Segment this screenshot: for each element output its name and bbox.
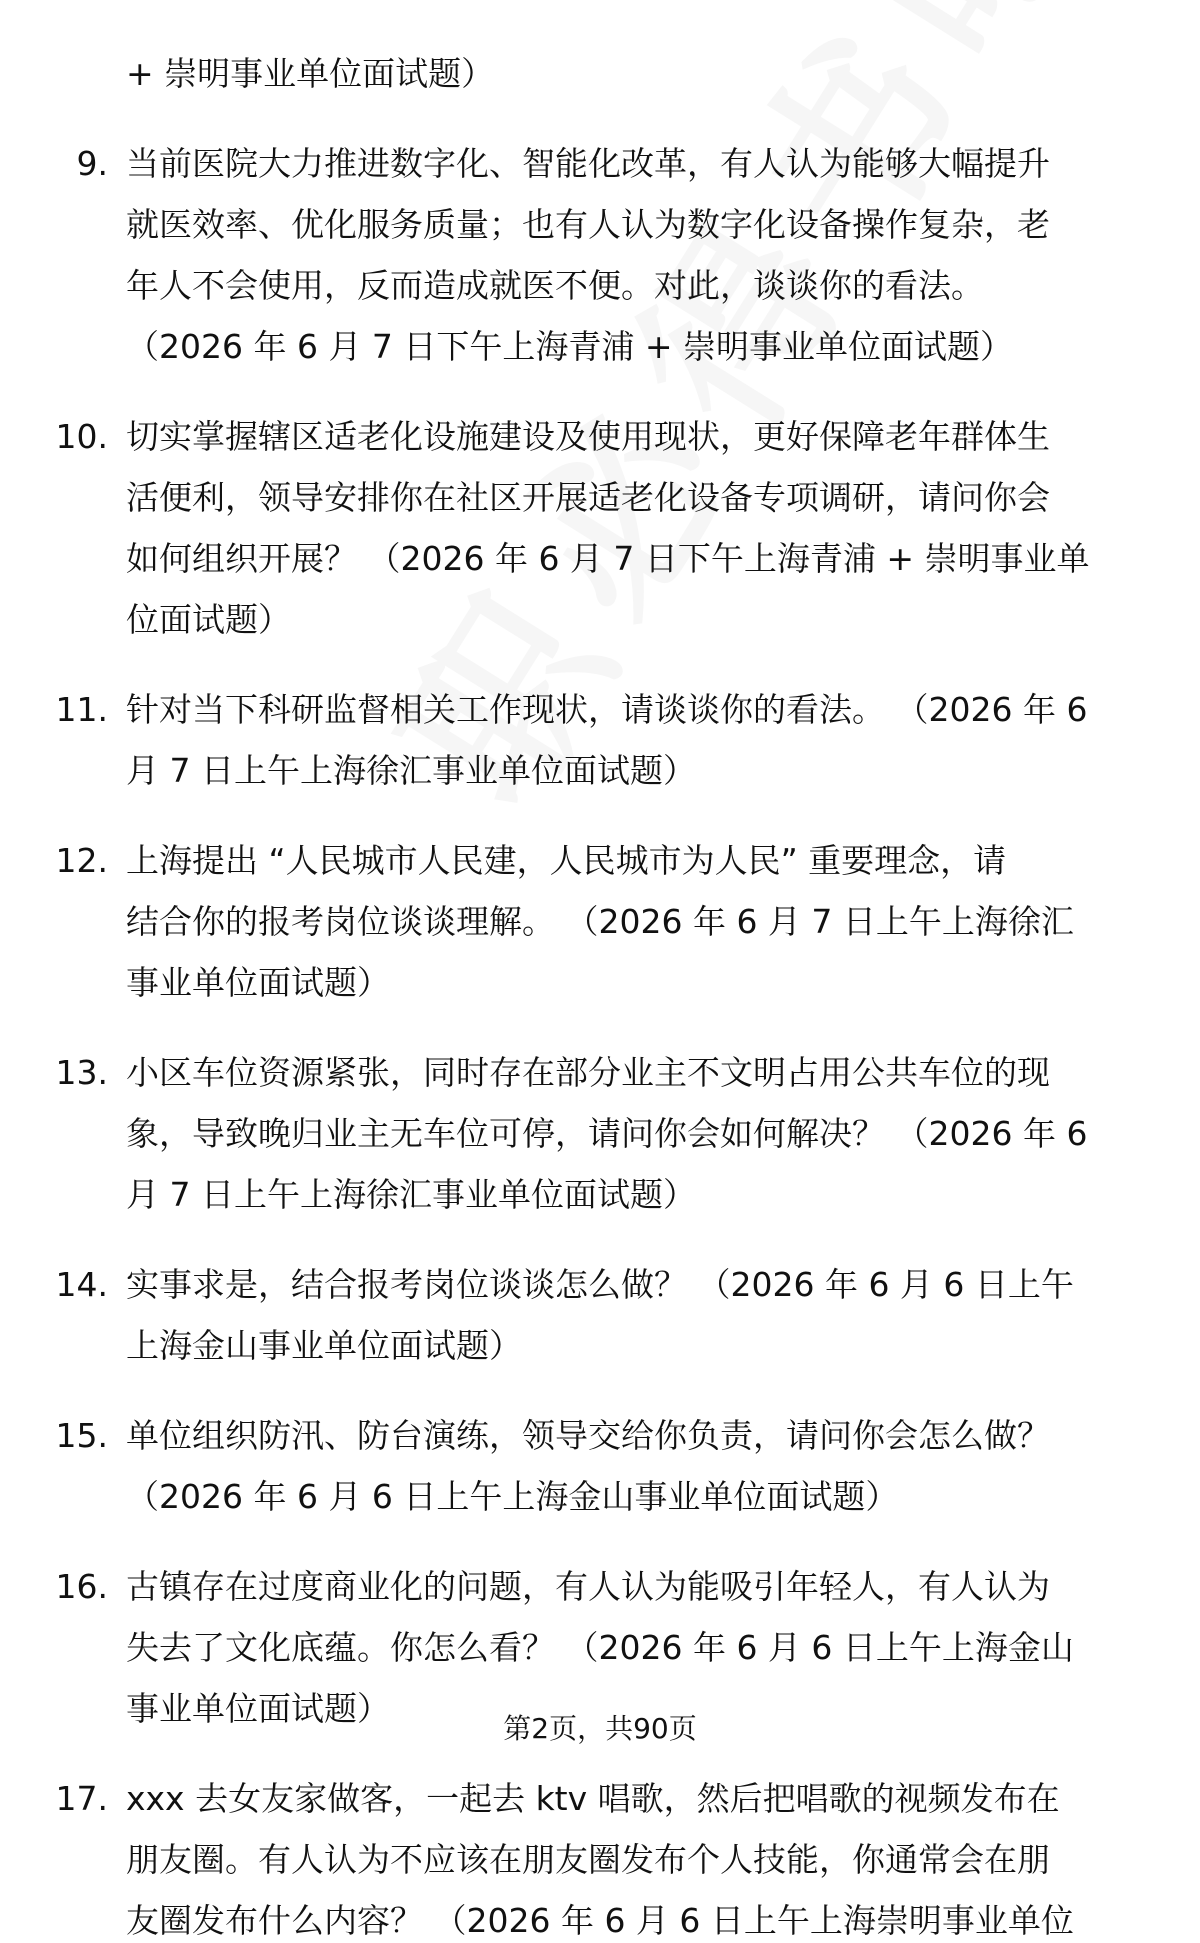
question-text-line: 事业单位面试题） xyxy=(126,1689,390,1728)
question-text xyxy=(126,1051,1200,1217)
question-text-line: （2026 年 6 月 7 日下午上海青浦 + 崇明事业单位面试题） xyxy=(126,327,1014,366)
question-text-line: xxx 去女友家做客，一起去 ktv 唱歌，然后把唱歌的视频发布在 xyxy=(126,1779,1060,1818)
question-text-line: 结合你的报考岗位谈谈理解。 （2026 年 6 月 7 日上午上海徐汇 xyxy=(126,902,1074,941)
question-text-line: 象，导致晚归业主无车位可停，请问你会如何解决？ （2026 年 6 xyxy=(126,1114,1088,1153)
question-item xyxy=(0,839,1200,1005)
page-footer: 第2页，共90页 xyxy=(503,1712,697,1745)
question-text-line: 切实掌握辖区适老化设施建设及使用现状，更好保障老年群体生 xyxy=(126,417,1050,456)
question-number: 16. xyxy=(55,1567,108,1606)
question-text xyxy=(126,1777,1200,1943)
question-text xyxy=(126,688,1200,793)
question-item xyxy=(0,1414,1200,1519)
question-number: 10. xyxy=(55,417,108,456)
question-number: 9. xyxy=(76,144,108,183)
question-item xyxy=(0,1777,1200,1943)
question-number: 12. xyxy=(55,841,108,880)
question-text-line: 失去了文化底蕴。你怎么看？ （2026 年 6 月 6 日上午上海金山 xyxy=(126,1628,1074,1667)
question-text xyxy=(126,142,1200,369)
question-item xyxy=(0,688,1200,793)
question-text-line: 上海提出 “人民城市人民建，人民城市为人民” 重要理念，请 xyxy=(126,841,1007,880)
question-number: 17. xyxy=(55,1779,108,1818)
question-text-line: 小区车位资源紧张，同时存在部分业主不文明占用公共车位的现 xyxy=(126,1053,1050,1092)
question-number: 11. xyxy=(55,690,108,729)
question-text-line: 年人不会使用，反而造成就医不便。对此，谈谈你的看法。 xyxy=(126,266,984,305)
question-text-line: 月 7 日上午上海徐汇事业单位面试题） xyxy=(126,751,696,790)
question-text xyxy=(126,1565,1200,1731)
question-text xyxy=(126,1414,1200,1519)
question-text-line: 古镇存在过度商业化的问题，有人认为能吸引年轻人，有人认为 xyxy=(126,1567,1050,1606)
question-number: 14. xyxy=(55,1265,108,1304)
question-text-line: （2026 年 6 月 6 日上午上海金山事业单位面试题） xyxy=(126,1477,899,1516)
question-item xyxy=(0,1263,1200,1368)
question-text-line: 友圈发布什么内容？ （2026 年 6 月 6 日上午上海崇明事业单位 xyxy=(126,1901,1074,1940)
question-text xyxy=(126,415,1200,642)
question-text-line: 就医效率、优化服务质量；也有人认为数字化设备操作复杂，老 xyxy=(126,205,1050,244)
question-text-line: 活便利，领导安排你在社区开展适老化设备专项调研，请问你会 xyxy=(126,478,1050,517)
question-text xyxy=(126,1263,1200,1368)
question-text-line: 单位组织防汛、防台演练，领导交给你负责，请问你会怎么做？ xyxy=(126,1416,1050,1455)
question-text-line: 位面试题） xyxy=(126,600,291,639)
question-number: 15. xyxy=(55,1416,108,1455)
question-item xyxy=(0,1565,1200,1731)
question-number: 13. xyxy=(55,1053,108,1092)
question-text-line: 事业单位面试题） xyxy=(126,963,390,1002)
question-text-line: 上海金山事业单位面试题） xyxy=(126,1326,522,1365)
question-text-line: 如何组织开展？ （2026 年 6 月 7 日下午上海青浦 + 崇明事业单 xyxy=(126,539,1090,578)
question-list xyxy=(0,52,1200,1943)
question-item xyxy=(0,142,1200,369)
question-text-line: 针对当下科研监督相关工作现状，请谈谈你的看法。 （2026 年 6 xyxy=(126,690,1088,729)
question-text-line: 月 7 日上午上海徐汇事业单位面试题） xyxy=(126,1175,696,1214)
continued-line: + 崇明事业单位面试题） xyxy=(126,54,495,93)
question-text-line: 当前医院大力推进数字化、智能化改革，有人认为能够大幅提升 xyxy=(126,144,1050,183)
question-text-line: 实事求是，结合报考岗位谈谈怎么做？ （2026 年 6 月 6 日上午 xyxy=(126,1265,1074,1304)
question-item xyxy=(0,1051,1200,1217)
question-text-line: 朋友圈。有人认为不应该在朋友圈发布个人技能，你通常会在朋 xyxy=(126,1840,1050,1879)
question-item xyxy=(0,415,1200,642)
question-text xyxy=(126,839,1200,1005)
